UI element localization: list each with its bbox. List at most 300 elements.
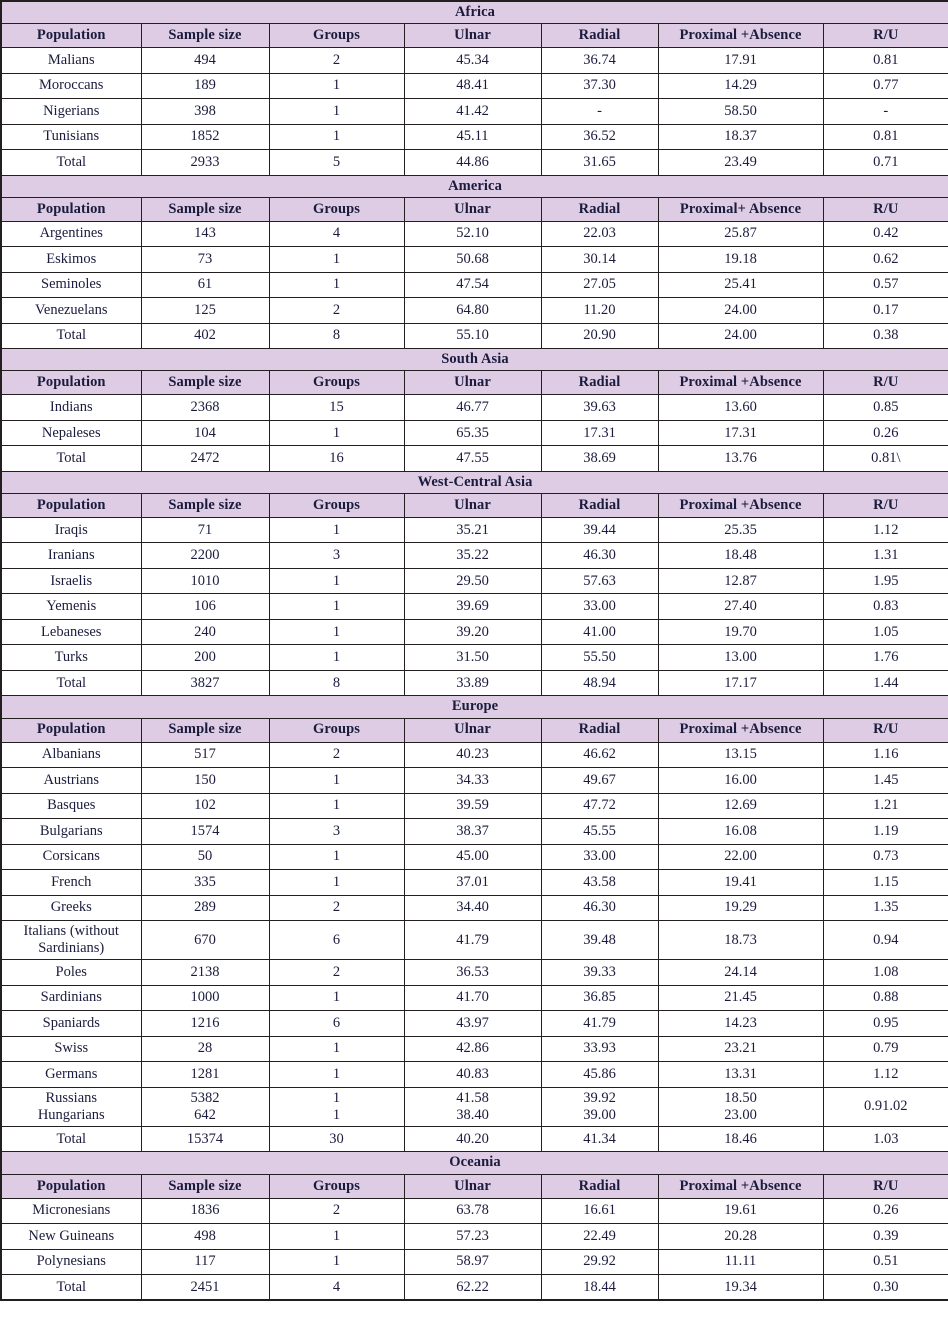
table-row xyxy=(1,960,948,986)
table-row xyxy=(1,1011,948,1037)
table-row xyxy=(1,1224,948,1250)
population-cell: Total xyxy=(1,446,141,472)
value-cell: 40.83 xyxy=(404,1062,541,1088)
region-title: West-Central Asia xyxy=(1,471,948,493)
region-title: South Asia xyxy=(1,349,948,371)
region-header-row xyxy=(1,471,948,493)
value-cell: 62.22 xyxy=(404,1275,541,1301)
table-row xyxy=(1,793,948,819)
value-cell: 16.08 xyxy=(658,819,823,845)
value-cell: 0.85 xyxy=(823,395,948,421)
value-cell: 1.03 xyxy=(823,1126,948,1152)
table-row xyxy=(1,921,948,960)
value-cell: 1.12 xyxy=(823,1062,948,1088)
value-cell: 43.97 xyxy=(404,1011,541,1037)
column-header-cell: Ulnar xyxy=(404,24,541,48)
value-cell: 2451 xyxy=(141,1275,269,1301)
value-cell: 1 xyxy=(269,619,404,645)
value-cell: 4 xyxy=(269,221,404,247)
column-header-cell: R/U xyxy=(823,493,948,517)
value-cell: 11.20 xyxy=(541,298,658,324)
value-cell: 37.30 xyxy=(541,73,658,99)
value-cell: - xyxy=(823,99,948,125)
value-cell: 16.00 xyxy=(658,768,823,794)
population-cell: New Guineans xyxy=(1,1224,141,1250)
value-cell: 17.17 xyxy=(658,670,823,696)
column-header-cell: Population xyxy=(1,1174,141,1198)
column-header-cell: Ulnar xyxy=(404,718,541,742)
value-cell: 1216 xyxy=(141,1011,269,1037)
table-row xyxy=(1,73,948,99)
value-cell: 45.55 xyxy=(541,819,658,845)
value-cell: 289 xyxy=(141,895,269,921)
table-row xyxy=(1,247,948,273)
value-cell: 1 xyxy=(269,870,404,896)
value-cell: 39.69 xyxy=(404,594,541,620)
column-header-cell: Population xyxy=(1,718,141,742)
table-row xyxy=(1,323,948,349)
population-cell: Indians xyxy=(1,395,141,421)
value-cell xyxy=(658,1087,823,1126)
value-cell: 1.12 xyxy=(823,517,948,543)
value-cell: 18.46 xyxy=(658,1126,823,1152)
value-cell: 58.97 xyxy=(404,1249,541,1275)
table-row xyxy=(1,1198,948,1224)
population-cell: Venezuelans xyxy=(1,298,141,324)
column-header-cell: Groups xyxy=(269,493,404,517)
value-cell: 0.79 xyxy=(823,1036,948,1062)
value-cell: 24.14 xyxy=(658,960,823,986)
value-cell: 150 xyxy=(141,768,269,794)
value-cell: 35.22 xyxy=(404,543,541,569)
table-row xyxy=(1,742,948,768)
column-header-row xyxy=(1,24,948,48)
value-cell: 13.15 xyxy=(658,742,823,768)
population-cell: Sardinians xyxy=(1,985,141,1011)
value-cell: 47.54 xyxy=(404,272,541,298)
value-cell: 30.14 xyxy=(541,247,658,273)
value-cell: 18.37 xyxy=(658,124,823,150)
column-header-cell: Groups xyxy=(269,1174,404,1198)
value-cell: 0.83 xyxy=(823,594,948,620)
value-cell: 41.42 xyxy=(404,99,541,125)
table-row xyxy=(1,819,948,845)
sub-line: 39.00 xyxy=(583,1106,616,1123)
value-cell: 33.89 xyxy=(404,670,541,696)
value-cell: 0.30 xyxy=(823,1275,948,1301)
value-cell: 39.20 xyxy=(404,619,541,645)
value-cell: 1281 xyxy=(141,1062,269,1088)
value-cell: 19.41 xyxy=(658,870,823,896)
value-cell: 1 xyxy=(269,793,404,819)
sub-line: 1 xyxy=(332,1106,341,1123)
column-header-row xyxy=(1,718,948,742)
value-cell: 16.61 xyxy=(541,1198,658,1224)
value-cell: 1.21 xyxy=(823,793,948,819)
value-cell: 30 xyxy=(269,1126,404,1152)
value-cell: 6 xyxy=(269,1011,404,1037)
column-header-cell: Sample size xyxy=(141,371,269,395)
column-header-cell: Radial xyxy=(541,24,658,48)
value-cell: 48.94 xyxy=(541,670,658,696)
sub-line: 23.00 xyxy=(724,1106,757,1123)
column-header-cell: Proximal +Absence xyxy=(658,371,823,395)
table-row-merged xyxy=(1,1087,948,1126)
value-cell: 8 xyxy=(269,670,404,696)
value-cell: 1 xyxy=(269,568,404,594)
value-cell: 1 xyxy=(269,768,404,794)
column-header-cell: Proximal +Absence xyxy=(658,718,823,742)
population-cell xyxy=(1,1087,141,1126)
column-header-cell: R/U xyxy=(823,718,948,742)
value-cell: 71 xyxy=(141,517,269,543)
value-cell: 43.58 xyxy=(541,870,658,896)
value-cell: 47.72 xyxy=(541,793,658,819)
table-row xyxy=(1,395,948,421)
column-header-row xyxy=(1,493,948,517)
value-cell: 4 xyxy=(269,1275,404,1301)
value-cell: 19.29 xyxy=(658,895,823,921)
value-cell: 0.62 xyxy=(823,247,948,273)
value-cell: 517 xyxy=(141,742,269,768)
column-header-cell: Population xyxy=(1,197,141,221)
value-cell: 19.18 xyxy=(658,247,823,273)
column-header-cell: Population xyxy=(1,371,141,395)
value-cell: 1.76 xyxy=(823,645,948,671)
table-row xyxy=(1,1036,948,1062)
value-cell: 40.20 xyxy=(404,1126,541,1152)
population-cell: Polynesians xyxy=(1,1249,141,1275)
value-cell: 2138 xyxy=(141,960,269,986)
population-cell: Israelis xyxy=(1,568,141,594)
column-header-cell: Proximal +Absence xyxy=(658,1174,823,1198)
value-cell: 39.63 xyxy=(541,395,658,421)
value-cell: 15 xyxy=(269,395,404,421)
value-cell: 1 xyxy=(269,1224,404,1250)
region-header-row xyxy=(1,1152,948,1174)
population-cell: Iraqis xyxy=(1,517,141,543)
value-cell: 46.77 xyxy=(404,395,541,421)
value-cell: 31.50 xyxy=(404,645,541,671)
column-header-cell: Radial xyxy=(541,718,658,742)
value-cell: - xyxy=(541,99,658,125)
value-cell: 29.50 xyxy=(404,568,541,594)
value-cell: 16 xyxy=(269,446,404,472)
value-cell: 25.41 xyxy=(658,272,823,298)
value-cell: 46.62 xyxy=(541,742,658,768)
value-cell: 39.48 xyxy=(541,921,658,960)
value-cell: 2200 xyxy=(141,543,269,569)
value-cell: 61 xyxy=(141,272,269,298)
population-cell: Albanians xyxy=(1,742,141,768)
value-cell: 1 xyxy=(269,99,404,125)
value-cell xyxy=(404,1087,541,1126)
column-header-cell: Sample size xyxy=(141,493,269,517)
population-cell: Spaniards xyxy=(1,1011,141,1037)
value-cell: 0.38 xyxy=(823,323,948,349)
value-cell: 48.41 xyxy=(404,73,541,99)
population-cell: Total xyxy=(1,323,141,349)
value-cell: 2368 xyxy=(141,395,269,421)
value-cell: 13.60 xyxy=(658,395,823,421)
region-header-row xyxy=(1,349,948,371)
column-header-cell: Groups xyxy=(269,197,404,221)
value-cell: 20.90 xyxy=(541,323,658,349)
table-row xyxy=(1,1249,948,1275)
value-cell: 41.70 xyxy=(404,985,541,1011)
value-cell: 0.77 xyxy=(823,73,948,99)
column-header-row xyxy=(1,1174,948,1198)
column-header-cell: Radial xyxy=(541,1174,658,1198)
population-cell: Nepaleses xyxy=(1,420,141,446)
population-cell: Austrians xyxy=(1,768,141,794)
population-cell: Argentines xyxy=(1,221,141,247)
value-cell: 15374 xyxy=(141,1126,269,1152)
value-cell: 57.63 xyxy=(541,568,658,594)
value-cell: 106 xyxy=(141,594,269,620)
value-cell: 18.48 xyxy=(658,543,823,569)
value-cell: 5 xyxy=(269,150,404,176)
value-cell: 36.74 xyxy=(541,48,658,74)
value-cell: 104 xyxy=(141,420,269,446)
value-cell: 1 xyxy=(269,247,404,273)
value-cell: 1.16 xyxy=(823,742,948,768)
column-header-cell: Sample size xyxy=(141,24,269,48)
value-cell: 3 xyxy=(269,819,404,845)
value-cell: 44.86 xyxy=(404,150,541,176)
table-row xyxy=(1,272,948,298)
column-header-cell: Proximal +Absence xyxy=(658,493,823,517)
table-row xyxy=(1,768,948,794)
value-cell: 34.40 xyxy=(404,895,541,921)
value-cell: 46.30 xyxy=(541,895,658,921)
value-cell: 1.45 xyxy=(823,768,948,794)
value-cell: 45.00 xyxy=(404,844,541,870)
value-cell: 17.91 xyxy=(658,48,823,74)
column-header-cell: Ulnar xyxy=(404,493,541,517)
value-cell: 1 xyxy=(269,272,404,298)
value-cell: 12.69 xyxy=(658,793,823,819)
value-cell: 0.42 xyxy=(823,221,948,247)
value-cell: 6 xyxy=(269,921,404,960)
value-cell: 1 xyxy=(269,1249,404,1275)
value-cell xyxy=(141,1087,269,1126)
population-cell: Italians (without Sardinians) xyxy=(1,921,141,960)
population-cell: Iranians xyxy=(1,543,141,569)
table-body xyxy=(1,1,948,1300)
table-row xyxy=(1,150,948,176)
population-cell: Seminoles xyxy=(1,272,141,298)
value-cell: 23.49 xyxy=(658,150,823,176)
value-cell: 18.73 xyxy=(658,921,823,960)
value-cell: 398 xyxy=(141,99,269,125)
sub-line: 39.92 xyxy=(583,1089,616,1106)
value-cell: 494 xyxy=(141,48,269,74)
table-row xyxy=(1,895,948,921)
population-cell: Lebaneses xyxy=(1,619,141,645)
column-header-cell: Groups xyxy=(269,718,404,742)
value-cell: 13.31 xyxy=(658,1062,823,1088)
table-row xyxy=(1,446,948,472)
region-header-row xyxy=(1,696,948,718)
value-cell: 0.91.02 xyxy=(823,1087,948,1126)
table-row xyxy=(1,594,948,620)
value-cell: 25.35 xyxy=(658,517,823,543)
value-cell: 1 xyxy=(269,1062,404,1088)
value-cell: 24.00 xyxy=(658,323,823,349)
column-header-cell: R/U xyxy=(823,371,948,395)
value-cell: 0.26 xyxy=(823,1198,948,1224)
table-row xyxy=(1,1062,948,1088)
sub-line: Hungarians xyxy=(37,1106,105,1123)
value-cell: 33.00 xyxy=(541,594,658,620)
column-header-cell: Groups xyxy=(269,371,404,395)
column-header-cell: R/U xyxy=(823,24,948,48)
value-cell: 13.76 xyxy=(658,446,823,472)
value-cell: 23.21 xyxy=(658,1036,823,1062)
value-cell: 0.57 xyxy=(823,272,948,298)
value-cell: 1.05 xyxy=(823,619,948,645)
value-cell: 0.95 xyxy=(823,1011,948,1037)
value-cell: 1836 xyxy=(141,1198,269,1224)
value-cell: 17.31 xyxy=(541,420,658,446)
value-cell: 46.30 xyxy=(541,543,658,569)
column-header-cell: Ulnar xyxy=(404,1174,541,1198)
value-cell: 20.28 xyxy=(658,1224,823,1250)
region-header-row xyxy=(1,175,948,197)
value-cell: 1.44 xyxy=(823,670,948,696)
value-cell: 0.81\ xyxy=(823,446,948,472)
value-cell: 55.10 xyxy=(404,323,541,349)
value-cell: 2 xyxy=(269,48,404,74)
value-cell: 13.00 xyxy=(658,645,823,671)
value-cell: 33.93 xyxy=(541,1036,658,1062)
value-cell: 27.40 xyxy=(658,594,823,620)
value-cell: 2933 xyxy=(141,150,269,176)
value-cell: 0.81 xyxy=(823,124,948,150)
column-header-cell: Sample size xyxy=(141,197,269,221)
table-row xyxy=(1,870,948,896)
value-cell: 18.44 xyxy=(541,1275,658,1301)
value-cell: 14.23 xyxy=(658,1011,823,1037)
value-cell: 0.94 xyxy=(823,921,948,960)
value-cell: 12.87 xyxy=(658,568,823,594)
population-cell: Turks xyxy=(1,645,141,671)
column-header-cell: R/U xyxy=(823,1174,948,1198)
table-row xyxy=(1,517,948,543)
population-cell: Moroccans xyxy=(1,73,141,99)
column-header-cell: Population xyxy=(1,493,141,517)
value-cell: 1.08 xyxy=(823,960,948,986)
value-cell: 117 xyxy=(141,1249,269,1275)
value-cell: 36.52 xyxy=(541,124,658,150)
value-cell: 41.00 xyxy=(541,619,658,645)
column-header-cell: Proximal +Absence xyxy=(658,24,823,48)
sub-line: 18.50 xyxy=(724,1089,757,1106)
value-cell: 55.50 xyxy=(541,645,658,671)
column-header-cell: Radial xyxy=(541,371,658,395)
value-cell: 0.51 xyxy=(823,1249,948,1275)
value-cell: 19.70 xyxy=(658,619,823,645)
column-header-row xyxy=(1,371,948,395)
table-row xyxy=(1,985,948,1011)
value-cell: 1 xyxy=(269,420,404,446)
value-cell: 1 xyxy=(269,517,404,543)
region-title: Africa xyxy=(1,1,948,24)
value-cell: 64.80 xyxy=(404,298,541,324)
value-cell: 2 xyxy=(269,742,404,768)
value-cell: 0.17 xyxy=(823,298,948,324)
region-header-row xyxy=(1,1,948,24)
population-cell: Total xyxy=(1,1126,141,1152)
population-cell: Bulgarians xyxy=(1,819,141,845)
value-cell: 0.73 xyxy=(823,844,948,870)
value-cell: 1.31 xyxy=(823,543,948,569)
table-row xyxy=(1,48,948,74)
value-cell: 45.11 xyxy=(404,124,541,150)
value-cell: 1 xyxy=(269,124,404,150)
value-cell: 0.88 xyxy=(823,985,948,1011)
value-cell: 1010 xyxy=(141,568,269,594)
value-cell: 2472 xyxy=(141,446,269,472)
sub-line: 38.40 xyxy=(456,1106,489,1123)
sub-line: 1 xyxy=(332,1089,341,1106)
value-cell: 2 xyxy=(269,1198,404,1224)
table-row xyxy=(1,543,948,569)
population-cell: Corsicans xyxy=(1,844,141,870)
value-cell: 200 xyxy=(141,645,269,671)
value-cell xyxy=(269,1087,404,1126)
value-cell: 1000 xyxy=(141,985,269,1011)
column-header-cell: Population xyxy=(1,24,141,48)
population-cell: Swiss xyxy=(1,1036,141,1062)
population-cell: Total xyxy=(1,1275,141,1301)
value-cell: 2 xyxy=(269,895,404,921)
value-cell: 25.87 xyxy=(658,221,823,247)
value-cell: 57.23 xyxy=(404,1224,541,1250)
value-cell: 1 xyxy=(269,594,404,620)
value-cell: 52.10 xyxy=(404,221,541,247)
value-cell: 41.34 xyxy=(541,1126,658,1152)
value-cell: 1574 xyxy=(141,819,269,845)
value-cell: 143 xyxy=(141,221,269,247)
population-cell: Poles xyxy=(1,960,141,986)
value-cell: 0.26 xyxy=(823,420,948,446)
value-cell: 2 xyxy=(269,298,404,324)
population-cell: Micronesians xyxy=(1,1198,141,1224)
sub-line: 5382 xyxy=(190,1089,220,1106)
value-cell: 34.33 xyxy=(404,768,541,794)
value-cell: 240 xyxy=(141,619,269,645)
population-cell: French xyxy=(1,870,141,896)
value-cell: 50 xyxy=(141,844,269,870)
value-cell: 1 xyxy=(269,844,404,870)
value-cell: 1.95 xyxy=(823,568,948,594)
column-header-cell: Sample size xyxy=(141,718,269,742)
value-cell: 1.19 xyxy=(823,819,948,845)
region-title: America xyxy=(1,175,948,197)
value-cell: 0.81 xyxy=(823,48,948,74)
population-cell: Nigerians xyxy=(1,99,141,125)
value-cell: 36.53 xyxy=(404,960,541,986)
value-cell: 35.21 xyxy=(404,517,541,543)
value-cell: 31.65 xyxy=(541,150,658,176)
value-cell: 3 xyxy=(269,543,404,569)
value-cell: 3827 xyxy=(141,670,269,696)
value-cell: 335 xyxy=(141,870,269,896)
value-cell: 45.86 xyxy=(541,1062,658,1088)
table-row xyxy=(1,568,948,594)
